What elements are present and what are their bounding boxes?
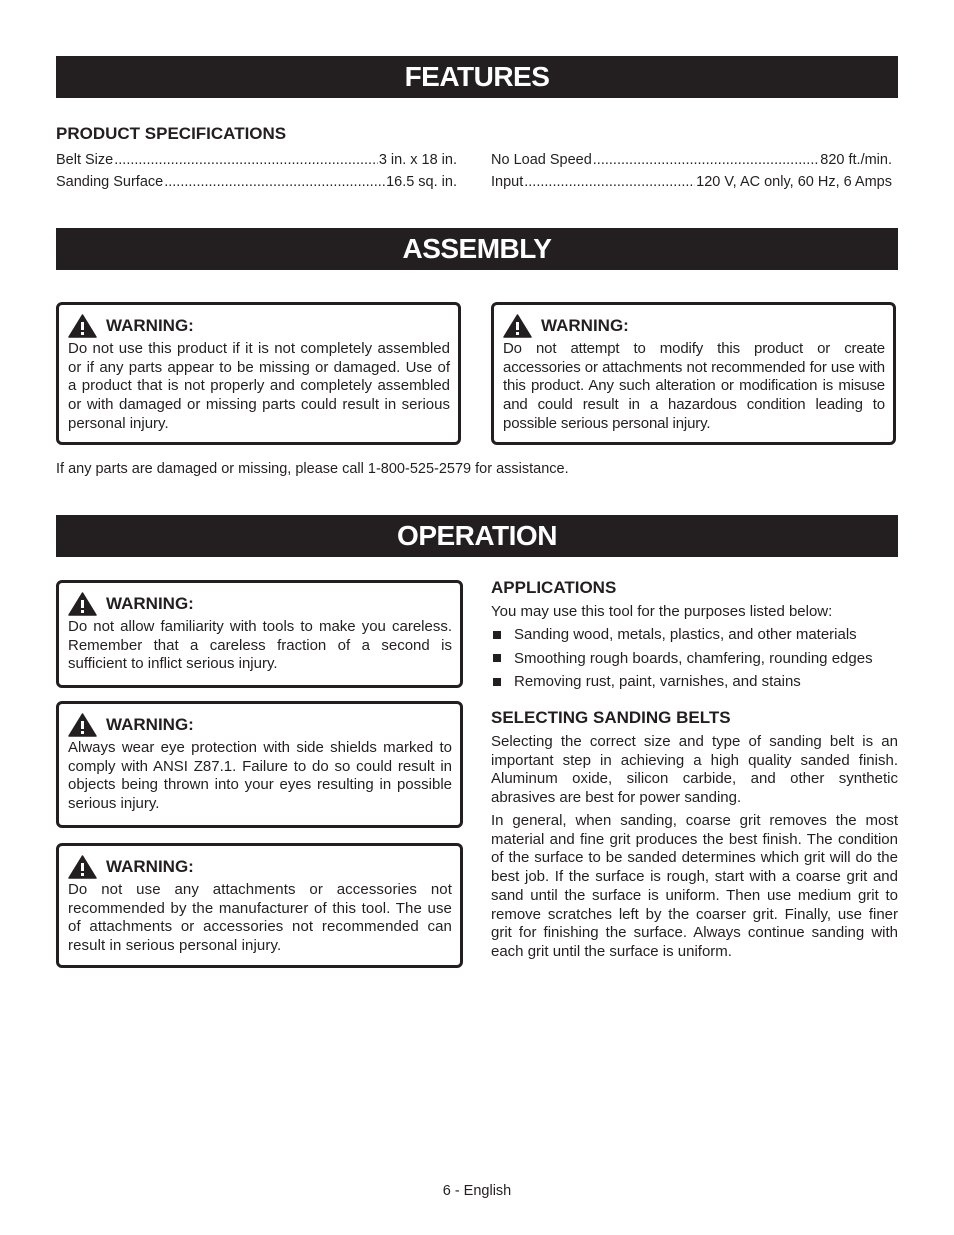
spec-label: No Load Speed: [491, 152, 592, 168]
spec-value: 16.5 sq. in.: [386, 174, 457, 190]
list-item: [491, 647, 898, 671]
spec-value: 3 in. x 18 in.: [378, 152, 457, 168]
page-footer: 6 - English: [442, 1183, 512, 1199]
applications-intro: You may use this tool for the purposes listed below:: [491, 603, 833, 620]
warning-triangle-icon: [503, 314, 532, 338]
warning-triangle-icon: [68, 592, 97, 616]
applications-heading: APPLICATIONS: [491, 578, 617, 597]
list-item-text: Removing rust, paint, varnishes, and stains: [514, 673, 801, 691]
spec-value: 820 ft./min.: [820, 152, 892, 168]
warning-text: Do not use any attachments or accessories not recommended by the manufacturer of this tool. The use of attachments or accessories not recommended can result in serious personal injury.: [68, 881, 452, 955]
warning-triangle-icon: [68, 314, 97, 338]
spec-input: [491, 170, 892, 190]
assembly-warning-box-2: [491, 302, 896, 445]
assembly-warning-box-1: [56, 302, 461, 445]
spec-sanding-surface: [56, 170, 457, 190]
features-banner: FEATURES: [56, 56, 898, 98]
assembly-banner: ASSEMBLY: [56, 228, 898, 270]
assistance-text: If any parts are damaged or missing, please call 1-800-525-2579 for assistance.: [56, 461, 569, 477]
operation-warning-box-1: [56, 580, 463, 688]
selecting-belts-paragraph-2: In general, when sanding, coarse grit removes the most material and fine grit produces the best finish. The condition of the surface to be sanded determines which grit will do the best job. If the surface is rough, start with a coarse grit and sand until the surface is uniform. Then use medium grit to remove scratches left by the coarser grit. Finally, use finer grit for finishing the surface. Always continue sanding with each grit until the surface is uniform.: [491, 812, 898, 960]
list-item-text: Sanding wood, metals, plastics, and other materials: [514, 626, 857, 644]
list-item-text: Smoothing rough boards, chamfering, rounding edges: [514, 649, 873, 667]
warning-text: Do not allow familiarity with tools to make you careless. Remember that a careless fraction of a second is sufficient to inflict serious injury.: [68, 618, 452, 673]
product-specifications-heading: PRODUCT SPECIFICATIONS: [56, 124, 287, 143]
spec-no-load-speed: [491, 148, 892, 168]
warning-text: Always wear eye protection with side shields marked to comply with ANSI Z87.1. Failure to do so could result in objects being thrown into your eyes resulting in possible serious injury.: [68, 739, 452, 813]
spec-label: Belt Size: [56, 152, 114, 168]
warning-title: WARNING:: [106, 857, 194, 876]
selecting-sanding-belts-heading: SELECTING SANDING BELTS: [491, 708, 731, 727]
bullet-square-icon: [493, 678, 501, 686]
selecting-belts-paragraph-1: Selecting the correct size and type of sanding belt is an important step in achieving a high quality sanded finish. Aluminum oxide, silicon carbide, and other synthetic abrasives are best for power sanding.: [491, 733, 898, 807]
operation-warning-box-2: [56, 701, 463, 828]
spec-value: 120 V, AC only, 60 Hz, 6 Amps: [696, 174, 892, 190]
list-item: [491, 623, 898, 647]
warning-header: [68, 855, 452, 879]
warning-text: Do not use this product if it is not completely assembled or if any parts appear to be missing or damaged. Use of a product that is not properly and completely assembled or with damaged or missing parts could result in serious personal injury.: [68, 340, 450, 432]
bullet-square-icon: [493, 654, 501, 662]
warning-title: WARNING:: [106, 594, 194, 613]
warning-header: [68, 713, 452, 737]
warning-header: [68, 314, 450, 338]
applications-list: [491, 623, 898, 694]
spec-belt-size: [56, 148, 457, 168]
spec-label: Input: [491, 174, 524, 190]
warning-title: WARNING:: [106, 316, 194, 335]
warning-triangle-icon: [68, 713, 97, 737]
operation-banner: OPERATION: [56, 515, 898, 557]
operation-warning-box-3: [56, 843, 463, 968]
spec-label: Sanding Surface: [56, 174, 164, 190]
warning-header: [68, 592, 452, 616]
warning-title: WARNING:: [541, 316, 629, 335]
warning-triangle-icon: [68, 855, 97, 879]
warning-title: WARNING:: [106, 715, 194, 734]
bullet-square-icon: [493, 631, 501, 639]
warning-header: [503, 314, 885, 338]
list-item: [491, 670, 898, 694]
warning-text: Do not attempt to modify this product or create accessories or attachments not recommended for use with this product. Any such alteration or modification is misuse and could result in a hazardous condition leading to possible serious personal injury.: [503, 340, 885, 432]
